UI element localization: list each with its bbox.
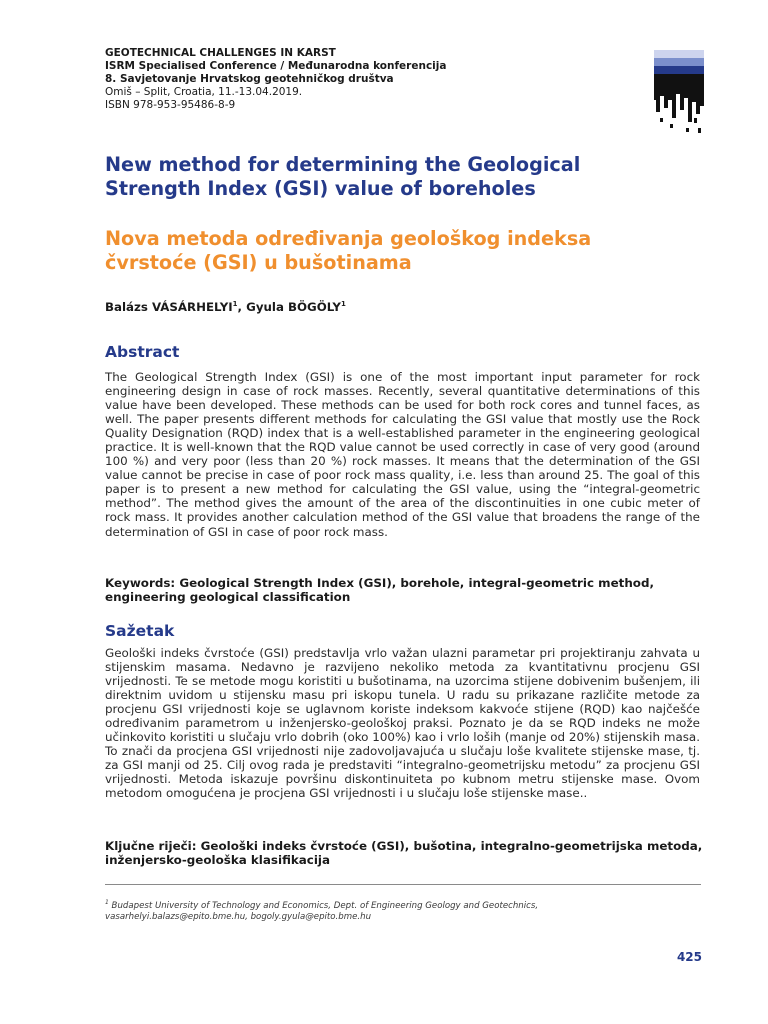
conference-isbn: ISBN 978-953-95486-8-9 bbox=[105, 99, 236, 111]
author-name: Balázs VÁSÁRHELYI bbox=[105, 300, 233, 314]
footnote-divider bbox=[105, 884, 701, 885]
author-name: Gyula BÖGÖLY bbox=[246, 300, 341, 314]
affiliation-marker: 1 bbox=[232, 300, 238, 309]
footnote-emails: vasarhelyi.balazs@epito.bme.hu, bogoly.gyula@epito.bme.hu bbox=[105, 912, 372, 923]
author-separator: , bbox=[237, 300, 247, 314]
abstract-body: The Geological Strength Index (GSI) is one of the most important input parameter for rock engineering design in case of rock masses. Recently, several quantitative determinations of this value have been developed. These methods can be used for both rock cores and tunnel faces, as well. The paper presents different methods for calculating the GSI value that mostly use the Rock Quality Designation (RQD) index that is a well-established parameter in the engineering geological practice. It is well-known that the RQD value cannot be used correctly in case of very good (around 100 %) and very poor (less than 20 %) rock masses. It means that the determination of the GSI value cannot be precise in case of poor rock mass quality, i.e. less than around 25. The goal of this paper is to present a new method for calculating the GSI value, using the “integral-geometric method”. The method gives the amount of the area of the discontinuities in one cubic meter of rock mass. It provides another calculation method of the GSI value that broadens the range of the determination of GSI in case of poor rock mass. bbox=[105, 370, 700, 539]
paper-title-english: New method for determining the Geological Strength Index (GSI) value of boreholes bbox=[105, 153, 581, 200]
footnote-marker: 1 bbox=[105, 899, 109, 906]
abstract-keywords: Keywords: Geological Strength Index (GSI), borehole, integral-geometric method, engineering geological classification bbox=[105, 576, 654, 605]
affiliation-marker: 1 bbox=[340, 300, 346, 309]
conference-header bbox=[105, 47, 625, 112]
page-number: 425 bbox=[676, 950, 702, 964]
footnote-affiliation: Budapest University of Technology and Economics, Dept. of Engineering Geology and Geotechnics, bbox=[108, 900, 539, 911]
conference-subtitle: ISRM Specialised Conference / Međunarodna konferencija bbox=[105, 60, 447, 72]
footnote bbox=[105, 897, 701, 924]
sazetak-heading: Sažetak bbox=[105, 622, 175, 640]
sazetak-keywords: Ključne riječi: Geološki indeks čvrstoće (GSI), bušotina, integralno-geometrijska metoda, inženjersko-geološka klasifikacija bbox=[105, 839, 703, 868]
conference-location-date: Omiš – Split, Croatia, 11.-13.04.2019. bbox=[105, 86, 303, 98]
author-list bbox=[105, 300, 346, 314]
paper-title-croatian: Nova metoda određivanja geološkog indeksa čvrstoće (GSI) u bušotinama bbox=[105, 227, 592, 274]
karst-skyline-logo bbox=[650, 48, 708, 138]
conference-title: GEOTECHNICAL CHALLENGES IN KARST bbox=[105, 47, 336, 59]
sazetak-body: Geološki indeks čvrstoće (GSI) predstavlja vrlo važan ulazni parametar pri projektiranju zahvata u stijenskim masama. Nedavno je razvijeno nekoliko metoda za kvantitativnu procjenu GSI vrijednosti. Te se metode mogu koristiti u bušotinama, na uzorcima stijene dobivenim bušenjem, ili direktnim uvidom u stijensku masu pri iskopu tunela. U radu su prikazane različite metode za procjenu GSI vrijednosti koje se uglavnom koriste indeksom kakvoće stijene (RQD) kao najčešće određivanim parametrom u inženjersko-geološkoj praksi. Poznato je da se RQD indeks ne može učinkovito koristiti u slučaju vrlo dobrih (oko 100%) kao i vrlo loših (manje od 20%) stijenskih masa. To znači da procjena GSI vrijednosti nije zadovoljavajuća u slučaju loše kvalitete stijenske mase, tj. za GSI manji od 25. Cilj ovog rada je predstaviti “integralno-geometrijsku metodu” za procjenu GSI vrijednosti. Metoda iskazuje površinu diskontinuiteta po kubnom metru stijenske mase. Ovom metodom omogućena je procjena GSI vrijednosti i u slučaju loše stijenske mase.. bbox=[105, 646, 700, 801]
conference-meeting: 8. Savjetovanje Hrvatskog geotehničkog društva bbox=[105, 73, 394, 85]
abstract-heading: Abstract bbox=[105, 343, 180, 361]
